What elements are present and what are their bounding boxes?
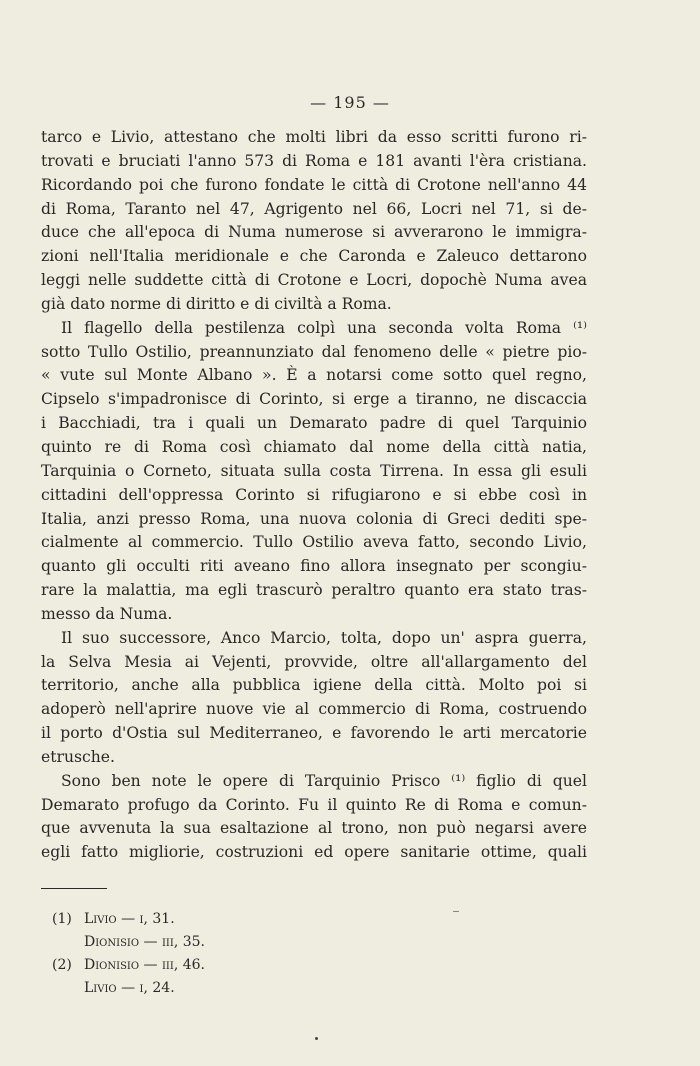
footnotes [52,908,205,1000]
text-line: rare la malattia, ma egli trascurò peraltro quanto era stato tras- [41,581,587,600]
text-line: il porto d'Ostia sul Mediterraneo, e favorendo le arti mercatorie [41,724,587,743]
footnote-rule [41,888,107,889]
text-line: Demarato profugo da Corinto. Fu il quinto Re di Roma e comun- [41,795,587,814]
text-line: Sono ben note le opere di Tarquinio Prisco ⁽¹⁾ figlio di quel [61,771,587,790]
text-line: Italia, anzi presso Roma, una nuova colonia di Greci dediti spe- [41,509,587,528]
footnote-citation: — iii, 35. [139,934,205,950]
footnote-citation: — i, 31. [116,911,175,927]
text-line: territorio, anche alla pubblica igiene della città. Molto poi si [41,676,587,695]
footnote-citation: — iii, 46. [139,957,205,973]
text-line: già dato norme di diritto e di civiltà a Roma. [41,294,392,313]
footnote-number: (1) [52,911,72,927]
text-line: cittadini dell'oppressa Corinto si rifugiarono e si ebbe così in [41,485,587,504]
text-line: duce che all'epoca di Numa numerose si avverarono le immigra- [41,223,587,242]
text-line: leggi nelle suddette città di Crotone e Locri, dopochè Numa avea [41,271,587,290]
text-line: Il suo successore, Anco Marcio, tolta, dopo un' aspra guerra, [61,628,587,647]
text-line: zioni nell'Italia meridionale e che Caronda e Zaleuco dettarono [41,247,587,266]
text-line: egli fatto migliorie, costruzioni ed opere sanitarie ottime, quali [41,843,587,862]
text-line: cialmente al commercio. Tullo Ostilio aveva fatto, secondo Livio, [41,533,587,552]
footnote-author: Livio [84,911,117,927]
text-line: Cipselo s'impadronisce di Corinto, si erge a tiranno, ne discaccia [41,390,587,409]
footnote-line [52,908,205,931]
page-dot [315,1037,318,1040]
footnote-line [52,954,205,977]
text-line: quinto re di Roma così chiamato dal nome della città natia, [41,437,587,456]
text-line: di Roma, Taranto nel 47, Agrigento nel 66, Locri nel 71, si de- [41,199,587,218]
text-line: messo da Numa. [41,604,173,623]
page-number: — 195 — [310,93,390,112]
text-line: Tarquinia o Corneto, situata sulla costa Tirrena. In essa gli esuli [41,461,587,480]
body-text [41,126,587,865]
footnote-citation: — i, 24. [116,980,175,996]
text-line: que avvenuta la sua esaltazione al trono, non può negarsi avere [41,819,587,838]
footnote-line [52,931,205,954]
text-line: etrusche. [41,747,115,766]
text-line: quanto gli occulti riti aveano fino allora insegnato per scongiu- [41,557,587,576]
text-line: « vute sul Monte Albano ». È a notarsi come sotto quel regno, [41,366,587,385]
footnote-author: Dionisio [84,934,140,950]
footnote-line [52,977,205,1000]
footnote-author: Dionisio [84,957,140,973]
text-line: sotto Tullo Ostilio, preannunziato dal fenomeno delle « pietre pio- [41,342,587,361]
text-line: Il flagello della pestilenza colpì una seconda volta Roma ⁽¹⁾ [61,318,587,337]
text-line: tarco e Livio, attestano che molti libri da esso scritti furono ri- [41,128,587,146]
margin-mark [453,911,459,912]
text-line: la Selva Mesia ai Vejenti, provvide, oltre all'allargamento del [41,652,587,671]
text-line: i Bacchiadi, tra i quali un Demarato padre di quel Tarquinio [41,414,587,433]
footnote-author: Livio [84,980,117,996]
footnote-number: (2) [52,957,72,973]
text-line: Ricordando poi che furono fondate le città di Crotone nell'anno 44 [41,175,587,194]
text-line: adoperò nell'aprire nuove vie al commercio di Roma, costruendo [41,700,587,719]
text-line: trovati e bruciati l'anno 573 di Roma e 181 avanti l'èra cristiana. [41,151,587,170]
